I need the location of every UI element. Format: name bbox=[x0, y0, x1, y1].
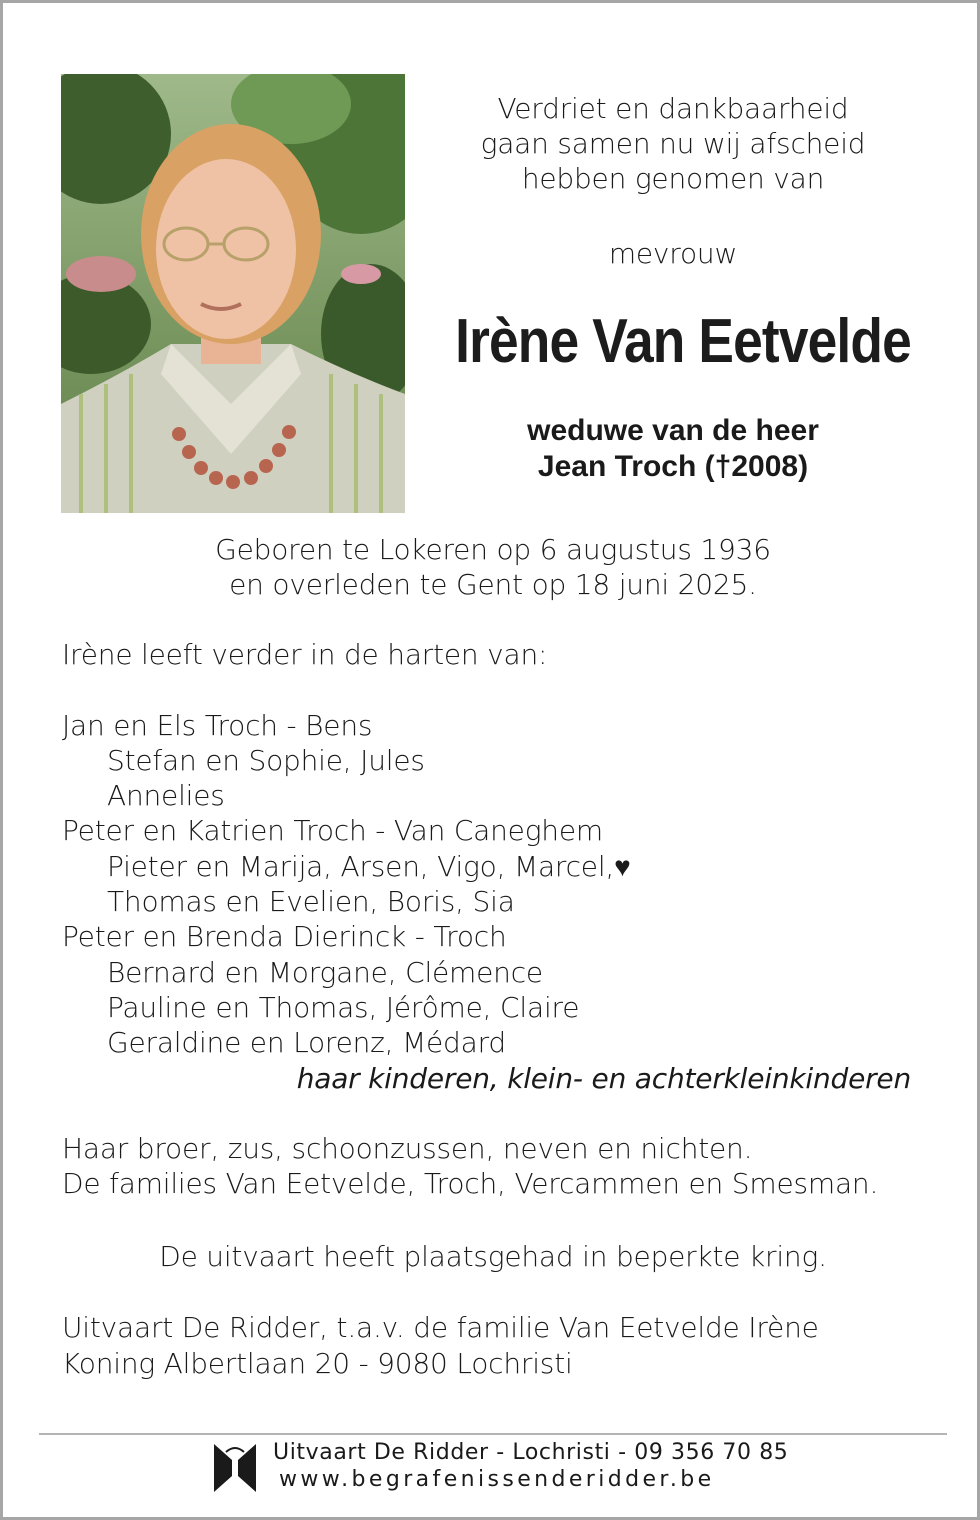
lives-on-intro: Irène leeft verder in de harten van: bbox=[62, 638, 548, 671]
family-line: Peter en Brenda Dierinck - Troch bbox=[62, 920, 507, 953]
family-line: Pauline en Thomas, Jérôme, Claire bbox=[107, 991, 580, 1024]
family-caption: haar kinderen, klein- en achterkleinkinderen bbox=[296, 1062, 911, 1095]
contact-line: Uitvaart De Ridder, t.a.v. de familie Van Eetvelde Irène bbox=[62, 1311, 819, 1344]
spouse-line: weduwe van de heer bbox=[527, 414, 819, 447]
relatives-line: Haar broer, zus, schoonzussen, neven en nichten. bbox=[62, 1132, 753, 1165]
spouse-line: Jean Troch (†2008) bbox=[537, 450, 809, 483]
family-line: Geraldine en Lorenz, Médard bbox=[107, 1026, 506, 1059]
family-line: Jan en Els Troch - Bens bbox=[62, 709, 373, 742]
family-line: Pieter en Marija, Arsen, Vigo, Marcel,♥ bbox=[107, 850, 631, 883]
date-line: en overleden te Gent op 18 juni 2025. bbox=[229, 568, 757, 601]
spouse-info bbox=[423, 413, 923, 485]
title-word: mevrouw bbox=[608, 237, 738, 270]
portrait-photo bbox=[61, 74, 405, 513]
family-line: Annelies bbox=[107, 779, 225, 812]
contact-line: Koning Albertlaan 20 - 9080 Lochristi bbox=[62, 1347, 573, 1380]
birth-death-dates bbox=[3, 532, 980, 602]
date-line: Geboren te Lokeren op 6 augustus 1936 bbox=[215, 533, 771, 566]
footer-website-link[interactable]: www.begrafenissenderidder.be bbox=[279, 1467, 715, 1492]
family-line: Stefan en Sophie, Jules bbox=[107, 744, 425, 777]
footer-divider bbox=[39, 1433, 947, 1435]
footer-address-phone: Uitvaart De Ridder - Lochristi - 09 356 70 85 bbox=[273, 1440, 789, 1465]
family-line: Thomas en Evelien, Boris, Sia bbox=[107, 885, 515, 918]
relatives-line: De families Van Eetvelde, Troch, Vercammen en Smesman. bbox=[62, 1167, 879, 1200]
poem-line: Verdriet en dankbaarheid bbox=[497, 92, 849, 125]
family-line: Bernard en Morgane, Clémence bbox=[107, 956, 543, 989]
poem-line: gaan samen nu wij afscheid bbox=[480, 127, 866, 160]
intro-poem bbox=[423, 91, 923, 196]
deceased-name: Irène Van Eetvelde bbox=[455, 307, 911, 376]
portrait-photo-icon bbox=[61, 74, 405, 513]
funeral-home-logo-icon bbox=[212, 1442, 258, 1494]
funeral-note: De uitvaart heeft plaatsgehad in beperkte kring. bbox=[159, 1240, 827, 1273]
family-line: Peter en Katrien Troch - Van Caneghem bbox=[62, 814, 603, 847]
poem-line: hebben genomen van bbox=[521, 162, 825, 195]
